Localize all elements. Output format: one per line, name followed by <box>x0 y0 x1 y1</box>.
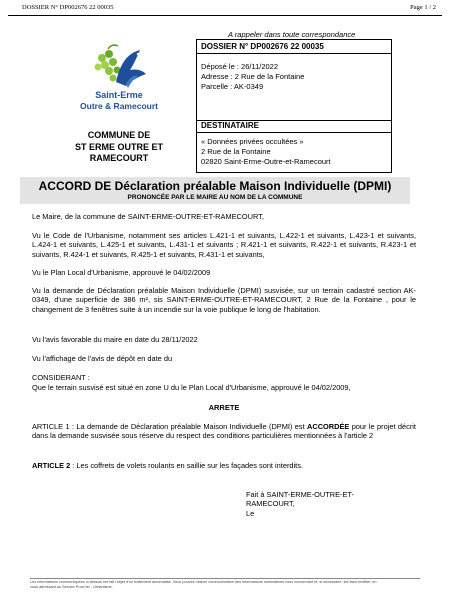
accordee-emphasis: ACCORDÉE <box>307 422 350 431</box>
considerant-text: Que le terrain susvisé est situé en zone U du le Plan Local d'Urbanisme, approuvé le 04/02/2009, <box>32 383 351 392</box>
recipient-street: 2 Rue de la Fontaine <box>201 147 271 156</box>
dossier-address: Adresse : 2 Rue de la Fontaine <box>201 72 305 81</box>
mayor-opinion: Vu l'avis favorable du maire en date du 28/11/2022 <box>32 335 198 344</box>
plu-reference: Vu le Plan Local d'Urbanisme, approuvé le 04/02/2009 <box>32 268 211 277</box>
correspondence-reminder: A rappeler dans toute correspondance <box>228 30 356 39</box>
article-2: ARTICLE 2 : Les coffrets de volets roulants en saillie sur les façades sont interdits. <box>32 461 303 470</box>
mayor-intro: Le Maire, de la commune de SAINT-ERME-OUTRE-ET-RAMECOURT, <box>32 212 264 221</box>
recipient-box <box>196 119 392 173</box>
commune-line3: RAMECOURT <box>89 153 149 163</box>
considerant-label: CONSIDERANT : <box>32 373 90 382</box>
posting-notice: Vu l'affichage de l'avis de dépôt en date du <box>32 354 173 363</box>
article-2-label: ARTICLE 2 <box>32 461 71 470</box>
article-1: ARTICLE 1 : La demande de Déclaration préalable Maison Individuelle (DPMI) est ACCORDÉE pour le projet décrit dans la demande susvisée sous réserve du respect des conditions particulières mentionnées à l'article 2 <box>32 422 416 441</box>
commune-name <box>44 130 194 165</box>
request-description: Vu la demande de Déclaration préalable Maison Individuelle (DPMI) susvisée, sur un terrain cadastré section AK-0349, d'une superficie de 386 m², sis SAINT-ERME-OUTRE-ET-RAMECOURT, 2 Rue de la Fontaine , pour le changement de 3 fenêtres suite à un incendie sur la voie publique le long de l'habitation. <box>32 286 416 314</box>
dossier-box <box>196 39 392 121</box>
signature-place: Fait à SAINT-ERME-OUTRE-ET- RAMECOURT, Le <box>246 490 354 518</box>
page-number: Page 1 / 2 <box>410 4 436 11</box>
footer-rule <box>30 578 420 579</box>
recipient-title: DESTINATAIRE <box>197 119 391 133</box>
recipient-city: 02820 Saint-Erme-Outre-et-Ramecourt <box>201 157 331 166</box>
recipient-name: « Données privées occultées » <box>201 137 304 146</box>
bird-icon <box>116 50 146 88</box>
logo-name-line2: Outre & Ramecourt <box>80 101 158 111</box>
decision-title: ACCORD DE Déclaration préalable Maison Individuelle (DPMI) <box>38 179 392 193</box>
commune-line2: ST ERME OUTRE ET <box>74 141 163 152</box>
code-urbanisme-reference: Vu le Code de l'Urbanisme, notamment ses articles L.421-1 et suivants, L.422-1 et suivants, L.423-1 et suivants, L.424-1 et suivants, L.425-1 et suivants, L.431-1 et suivants ; R.421-1 et suivants, R.422-1 et suivants, R.423-1 et suivants, R.424-1 et suivants, R.425-1 et suivants, R.431-1 et suivants, <box>32 231 416 259</box>
arrete-heading: ARRETE <box>208 403 240 412</box>
article-1-label: ARTICLE 1 <box>32 422 70 431</box>
header-rule <box>8 15 442 16</box>
dossier-parcel: Parcelle : AK-0349 <box>201 82 264 91</box>
privacy-footer: Les informations communiquées ci-dessus ont fait l'objet d'un traitement automatisé. Vous pouvez obtenir communication des informations nominatives vous concernant et, si nécessaire, les faire rectifier, en vous adressant au Service Proxi ter - Urbanisme. <box>30 580 377 589</box>
commune-logo <box>78 40 160 116</box>
commune-line1: COMMUNE DE <box>87 130 151 140</box>
deposit-date: Déposé le : 26/11/2022 <box>201 62 279 71</box>
page-header-dossier: DOSSIER N° DP002676 22 00035 <box>22 4 114 11</box>
decision-subtitle: PRONONCÉE PAR LE MAIRE AU NOM DE LA COMMUNE <box>127 194 303 201</box>
dossier-number: DOSSIER N° DP002676 22 00035 <box>197 40 391 54</box>
logo-name-line1: Saint-Erme <box>95 90 143 100</box>
grape-icon <box>95 45 121 82</box>
